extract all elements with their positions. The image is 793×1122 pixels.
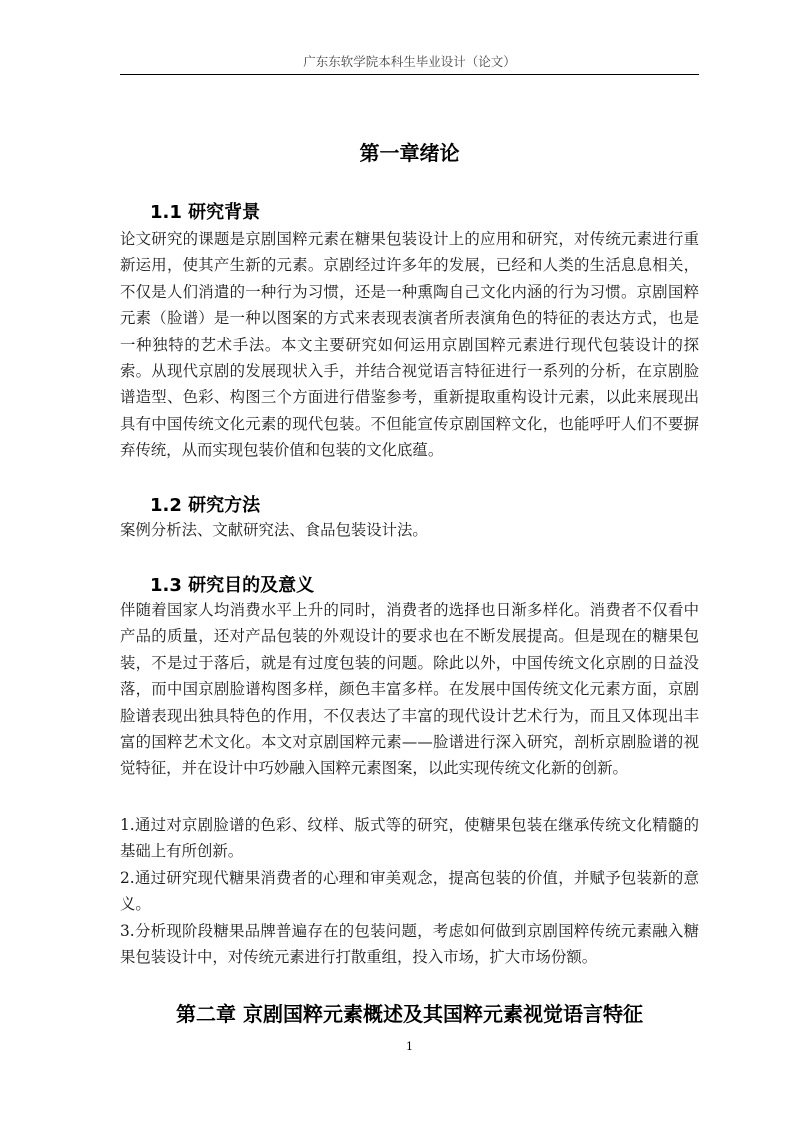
chapter-1-title: 第一章绪论: [359, 141, 460, 165]
chapter-2-title: 第二章 京剧国粹元素概述及其国粹元素视觉语言特征: [176, 1002, 643, 1026]
section-1-3-paragraph: 伴随着国家人均消费水平上升的同时，消费者的选择也日渐多样化。消费者不仅看中产品的质量，还对产品包装的外观设计的要求也在不断发展提高。但是现在的糖果包装，不是过于落后，就是有过度包装的问题。除此以外，中国传统文化京剧的日益没落，而中国京剧脸谱构图多样，颜色丰富多样。在发展中国传统文化元素方面，京剧脸谱表现出独具特色的作用，不仅表达了丰富的现代设计艺术行为，而且又体现出丰富的国粹艺术文化。本文对京剧国粹元素——脸谱进行深入研究，剖析京剧脸谱的视觉特征，并在设计中巧妙融入国粹元素图案，以此实现传统文化新的创新。: [120, 601, 699, 778]
section-1-1-paragraph: 论文研究的课题是京剧国粹元素在糖果包装设计上的应用和研究，对传统元素进行重新运用，使其产生新的元素。京剧经过许多年的发展，已经和人类的生活息息相关，不仅是人们消遣的一种行为习惯，还是一种熏陶自己文化内涵的行为习惯。京剧国粹元素（脸谱）是一种以图案的方式来表现表演者所表演角色的特征的表达方式，也是一种独特的艺术手法。本文主要研究如何运用京剧国粹元素进行现代包装设计的探索。从现代京剧的发展现状入手，并结合视觉语言特征进行一系列的分析，在京剧脸谱造型、色彩、构图三个方面进行借鉴参考，重新提取重构设计元素，以此来展现出具有中国传统文化元素的现代包装。不但能宣传京剧国粹文化，也能呼吁人们不要摒弃传统，从而实现包装价值和包装的文化底蕴。: [120, 230, 699, 460]
section-1-3-item-1: 1.通过对京剧脸谱的色彩、纹样、版式等的研究，使糖果包装在继承传统文化精髓的基础上有所创新。: [120, 816, 699, 861]
page-number: 1: [406, 1040, 413, 1053]
section-1-1-title: 1.1 研究背景: [150, 202, 261, 223]
running-header: 广东东软学院本科生毕业设计（论文）: [120, 50, 699, 75]
section-1-2-paragraph: 案例分析法、文献研究法、食品包装设计法。: [120, 521, 428, 539]
section-1-3-item-3: 3.分析现阶段糖果品牌普遍存在的包装问题，考虑如何做到京剧国粹传统元素融入糖果包装设计中，对传统元素进行打散重组，投入市场，扩大市场份额。: [120, 922, 699, 967]
section-1-3-item-2: 2.通过研究现代糖果消费者的心理和审美观念，提高包装的价值，并赋予包装新的意义。: [120, 869, 699, 914]
section-1-2-title: 1.2 研究方法: [150, 495, 261, 516]
section-1-3-title: 1.3 研究目的及意义: [150, 575, 315, 596]
